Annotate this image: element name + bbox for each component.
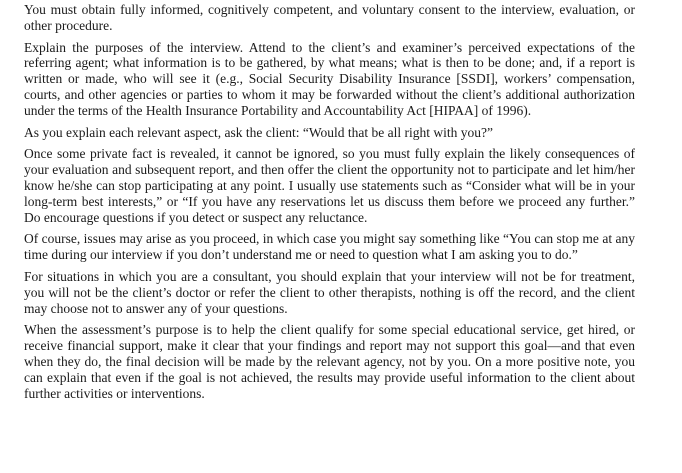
paragraph-consequences: Once some private fact is revealed, it cannot be ignored, so you must fully explain the likely consequences of your evaluation and subsequent report, and then offer the client the opportunity not to participate and let him/her know he/she can stop participating at any point. I usually use statements such as “Consider what will be in your long-term best interests,” or “If you have any reservations let us discuss them before we proceed any further.” Do encourage questions if you detect or suspect any reluctance.: [24, 146, 635, 225]
paragraph-interview-purposes: Explain the purposes of the interview. Attend to the client’s and examiner’s perceived expectations of the referring agent; what information is to be gathered, by what means; what is then to be done; and, if a report is written or made, who will see it (e.g., Social Security Disability Insurance [SSDI], workers’ compensation, courts, and other agencies or parties to whom it may be forwarded without the client’s additional authorization under the terms of the Health Insurance Portability and Accountability Act [HIPAA] of 1996).: [24, 39, 635, 118]
paragraph-issues-arise: Of course, issues may arise as you proceed, in which case you might say something like “You can stop me at any time during our interview if you don’t understand me or need to question what I am asking you to do.”: [24, 231, 635, 263]
paragraph-ask-client: As you explain each relevant aspect, ask the client: “Would that be all right with you?”: [24, 124, 494, 140]
paragraph-consultant: For situations in which you are a consultant, you should explain that your interview will not be for treatment, you will not be the client’s doctor or refer the client to other therapists, nothing is off the record, and the client may choose not to answer any of your questions.: [24, 268, 635, 316]
paragraph-informed-consent: You must obtain fully informed, cognitively competent, and voluntary consent to the interview, evaluation, or other procedure.: [24, 2, 635, 33]
paragraph-assessment-purpose: When the assessment’s purpose is to help the client qualify for some special educational service, get hired, or receive financial support, make it clear that your findings and report may not support this goal—and that even when they do, the final decision will be made by the relevant agency, not by you. On a more positive note, you can explain that even if the goal is not achieved, the results may provide useful information to the client about further activities or interventions.: [24, 322, 635, 401]
document-page: [24, 2, 635, 401]
